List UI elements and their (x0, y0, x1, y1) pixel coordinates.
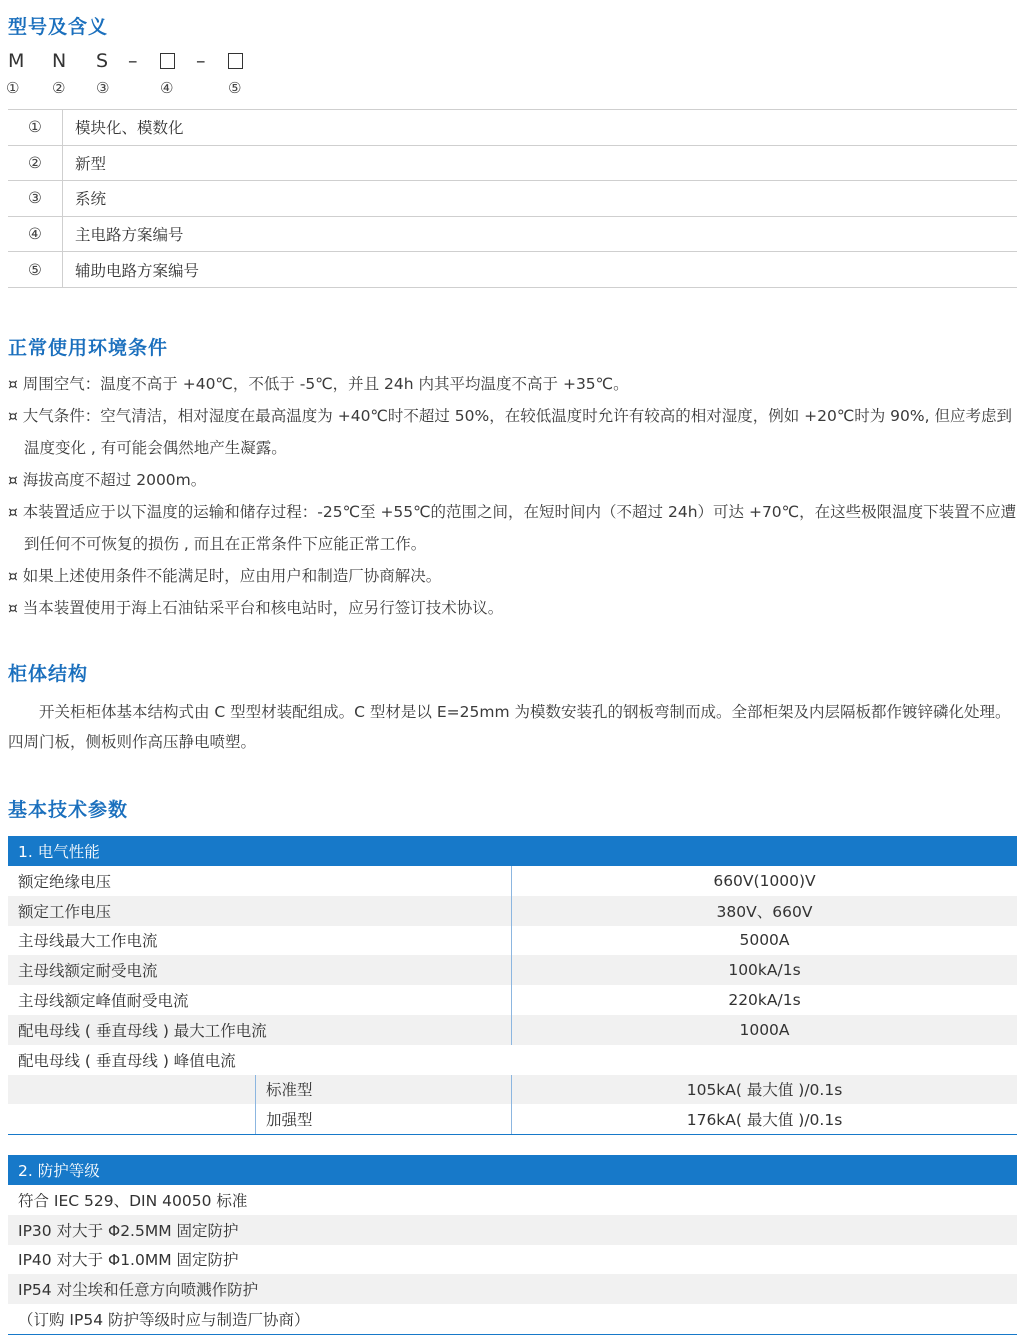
indent-cell (8, 1104, 256, 1134)
table-row: IP54 对尘埃和任意方向喷溅作防护 (8, 1274, 1017, 1304)
model-letter-m: M (8, 50, 25, 72)
param-value: 660V(1000)V (713, 871, 816, 890)
electrical-table (8, 836, 1017, 1135)
circle-2: ② (52, 79, 66, 97)
table-row (8, 896, 1017, 926)
protection-table-header: 2. 防护等级 (8, 1155, 1017, 1185)
param-sublabel: 加强型 (256, 1104, 512, 1134)
table-row (8, 985, 1017, 1015)
param-value: 220kA/1s (728, 991, 801, 1010)
param-label: 主母线额定耐受电流 (8, 955, 512, 985)
meaning-num: ③ (8, 181, 63, 216)
meaning-num: ② (8, 146, 63, 181)
table-row (8, 252, 1017, 288)
table-row (8, 146, 1017, 182)
list-item: ¤ 当本装置使用于海上石油钻采平台和核电站时，应另行签订技术协议。 (8, 599, 504, 617)
param-value: 176kA( 最大值 )/0.1s (686, 1111, 843, 1130)
param-label: 配电母线 ( 垂直母线 ) 峰值电流 (18, 1051, 236, 1070)
param-label: 配电母线 ( 垂直母线 ) 最大工作电流 (8, 1015, 512, 1045)
param-label: 额定工作电压 (8, 896, 512, 926)
model-section-title: 型号及含义 (8, 16, 109, 38)
meaning-text: 辅助电路方案编号 (75, 261, 200, 280)
protection-table (8, 1155, 1017, 1335)
tech-section-title: 基本技术参数 (8, 799, 129, 821)
table-row (8, 110, 1017, 146)
meaning-text: 主电路方案编号 (75, 226, 184, 245)
table-row (8, 217, 1017, 253)
table-row: IP30 对大于 Φ2.5MM 固定防护 (8, 1215, 1017, 1245)
param-label: 额定绝缘电压 (8, 866, 512, 896)
param-value: 100kA/1s (728, 961, 801, 980)
table-row (8, 955, 1017, 985)
table-row: IP40 对大于 Φ1.0MM 固定防护 (18, 1251, 239, 1270)
meaning-num: ④ (8, 217, 63, 252)
list-item: ¤ 大气条件：空气清洁，相对湿度在最高温度为 +40℃时不超过 50%，在较低温度时允许有较高的相对湿度，例如 +20℃时为 90%, 但应考虑到温度变化 , 有可能会偶然地产生凝露。 (8, 407, 1012, 457)
model-letter-s: S (96, 50, 109, 72)
model-meaning-table (8, 109, 1017, 288)
param-value: 1000A (739, 1020, 790, 1039)
model-placeholder-box-5 (228, 53, 243, 69)
electrical-table-header: 1. 电气性能 (8, 836, 1017, 866)
param-label: 主母线最大工作电流 (8, 926, 512, 956)
param-sublabel: 标准型 (256, 1075, 512, 1105)
table-row (8, 1015, 1017, 1045)
table-bottom-border (8, 1334, 1017, 1335)
param-label: 主母线额定峰值耐受电流 (8, 985, 512, 1015)
meaning-text: 模块化、模数化 (75, 119, 184, 138)
model-placeholder-box-4 (160, 53, 175, 69)
meaning-text: 系统 (75, 190, 107, 209)
param-value: 105kA( 最大值 )/0.1s (686, 1081, 843, 1100)
list-item: ¤ 海拔高度不超过 2000m。 (8, 471, 207, 489)
table-row (8, 1045, 1017, 1075)
model-letter-n: N (52, 50, 67, 72)
table-row (8, 926, 1017, 956)
table-row (8, 1104, 1017, 1134)
model-dash-2: – (196, 50, 206, 72)
list-item: ¤ 本装置适应于以下温度的运输和储存过程：-25℃至 +55℃的范围之间，在短时间内（不超过 24h）可达 +70℃，在这些极限温度下装置不应遭到任何不可恢复的损伤 , 而且在正常条件下应能正常工作。 (8, 503, 1017, 553)
model-dash-1: – (128, 50, 138, 72)
param-value: 5000A (739, 931, 790, 950)
table-row (8, 181, 1017, 217)
meaning-num: ① (8, 110, 63, 145)
structure-section-title: 柜体结构 (8, 663, 89, 685)
table-row: 符合 IEC 529、DIN 40050 标准 (18, 1191, 248, 1210)
table-row: （订购 IP54 防护等级时应与制造厂协商） (18, 1311, 310, 1330)
conditions-list (8, 368, 1020, 624)
meaning-num: ⑤ (8, 252, 63, 287)
circle-4: ④ (160, 79, 174, 97)
structure-paragraph: 开关柜柜体基本结构式由 C 型型材装配组成。C 型材是以 E=25mm 为模数安装孔的钢板弯制而成。全部柜架及内层隔板都作镀锌磷化处理。四周门板，侧板则作高压静电喷塑。 (8, 703, 1011, 751)
list-item: ¤ 周围空气：温度不高于 +40℃，不低于 -5℃，并且 24h 内其平均温度不高于 +35℃。 (8, 375, 629, 393)
table-bottom-border (8, 1134, 1017, 1135)
table-row (8, 866, 1017, 896)
conditions-section-title: 正常使用环境条件 (8, 337, 169, 359)
table-row (8, 1075, 1017, 1105)
circle-5: ⑤ (228, 79, 242, 97)
list-item: ¤ 如果上述使用条件不能满足时，应由用户和制造厂协商解决。 (8, 567, 442, 585)
circle-3: ③ (96, 79, 110, 97)
param-value: 380V、660V (716, 902, 813, 921)
meaning-text: 新型 (75, 154, 107, 173)
indent-cell (8, 1075, 256, 1105)
circle-1: ① (6, 79, 20, 97)
